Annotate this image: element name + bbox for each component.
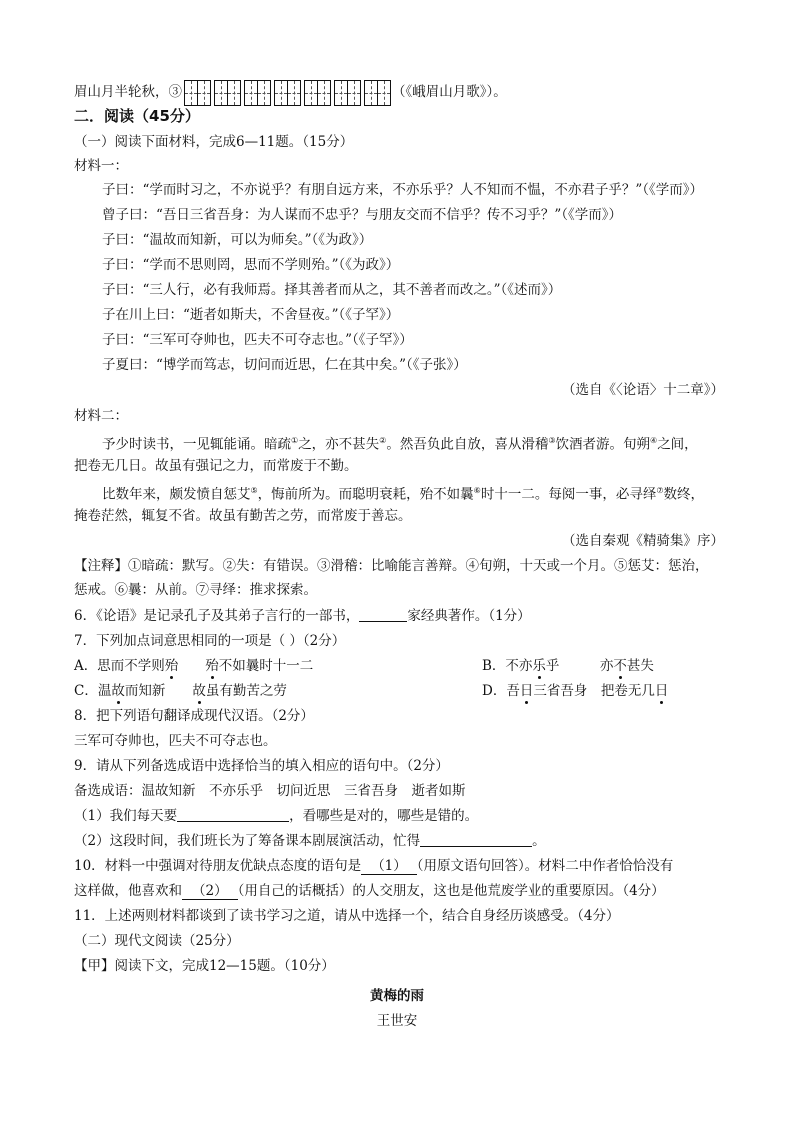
question-9-sub1: （1）我们每天要 ，看哪些是对的，哪些是错的。 [74,808,479,824]
material2-source: （选自秦观《精骑集》序） [562,533,724,549]
quote-line-6: 子在川上曰：“逝者如斯夫，不舍昼夜。”（《子罕》） [102,307,400,323]
jia-intro: 【甲】阅读下文，完成12—15题。（10分） [74,958,335,974]
article-author: 王世安 [376,1013,418,1029]
question-9-stem: 9．请从下列备选成语中选择恰当的填入相应的语句中。（2分） [74,758,449,774]
part2-intro: （二）现代文阅读（25分） [74,933,240,949]
material2-para1-line2: 把卷无几日。故虽有强记之力，而常废于不勤。 [74,458,358,474]
quote-line-8: 子夏曰：“博学而笃志，切问而近思，仁在其中矣。”（《子张》） [102,357,467,373]
quote-line-5: 子曰：“三人行，必有我师焉。择其善者而从之，其不善者而改之。”（《述而》） [102,282,562,298]
quote-line-3: 子曰：“温故而知新，可以为师矣。”（《为政》） [102,232,373,248]
quote-line-2: 曾子曰：“吾日三省吾身：为人谋而不忠乎？与朋友交而不信乎？传不习乎？”（《学而》） [102,207,623,223]
q7-options-ab [74,656,734,676]
question-8-stem: 8．把下列语句翻译成现代汉语。（2分） [74,708,314,724]
q9-blank-2[interactable] [420,832,532,847]
question-9-sub2: （2）这段时间，我们班长为了筹备课本剧展演活动，忙得 。 [74,833,546,849]
material2-label: 材料二： [74,408,128,424]
question-7-stem: 7．下列加点词意思相同的一项是（ ）（2分） [74,633,346,649]
part1-intro: （一）阅读下面材料，完成6—11题。（15分） [74,134,354,150]
option-b[interactable]: B．不亦乐乎 亦不甚失 [482,658,654,674]
material2-para2-line2: 掩卷茫然，辄复不省。故虽有勤苦之劳，而常废于善忘。 [74,508,412,524]
question-10-line2: 这样做，他喜欢和 （2） （用自己的话概括）的人交朋友，这也是他荒废学业的重要原因。（4分） [74,883,665,899]
option-a[interactable]: A．思而不学则殆 殆不如曩时十一二 [74,658,314,674]
material1-label: 材料一： [74,158,128,174]
poem-fill-line: 眉山月半轮秋，③ （《峨眉山月歌》）。 [74,80,734,106]
question-10-line1: 10．材料一中强调对待朋友优缺点态度的语句是 （1） （用原文语句回答）。材料二中作者恰恰没有 [74,858,674,874]
notes-line-2: 惩戒。⑥曩：从前。⑦寻绎：推求探索。 [74,582,317,598]
question-9-options: 备选成语：温故知新 不亦乐乎 切问近思 三省吾身 逝者如斯 [74,783,466,799]
answer-grid[interactable] [184,80,390,106]
section2-title: 二．阅读（45分） [74,107,200,125]
q10-blank-1[interactable]: （1） [361,858,417,875]
q9-blank-1[interactable] [177,807,289,822]
quote-line-1: 子曰：“学而时习之，不亦说乎？有朋自远方来，不亦乐乎？人不知而不愠，不亦君子乎？”（《学而》） [102,182,704,198]
quote-line-4: 子曰：“学而不思则罔，思而不学则殆。”（《为政》） [102,257,400,273]
question-11: 11．上述两则材料都谈到了读书学习之道，请从中选择一个，结合自身经历谈感受。（4分） [74,908,620,924]
material1-source: （选自《〈论语〉十二章》） [562,382,724,398]
quote-line-7: 子曰：“三军可夺帅也，匹夫不可夺志也。”（《子罕》） [102,332,413,348]
option-d[interactable]: D．吾日三省吾身 把卷无几日 [482,683,669,699]
article-title: 黄梅的雨 [370,988,424,1004]
notes-line-1: 【注释】①暗疏：默写。②失：有错误。③滑稽：比喻能言善辩。④旬朔，十天或一个月。⑤惩艾：惩治， [74,558,709,574]
q6-blank[interactable] [359,607,407,622]
q10-blank-2[interactable]: （2） [182,883,238,900]
question-8-sentence: 三军可夺帅也，匹夫不可夺志也。 [74,733,277,749]
option-c[interactable]: C．温故而知新 故虽有勤苦之劳 [74,683,287,699]
material2-para2-line1: 比数年来，颇发愤自惩艾⑤，悔前所为。而聪明衰耗，殆不如曩⑥时十一二。每阅一事，必寻绎⑦数终， [102,486,705,503]
question-6: 6．《论语》是记录孔子及其弟子言行的一部书， 家经典著作。（1分） [74,608,531,624]
material2-para1-line1: 予少时读书，一见辄能诵。暗疏①之，亦不甚失②。然吾负此自放，喜从滑稽③饮酒者游。旬朔④之间， [102,436,698,453]
q7-options-cd [74,681,734,701]
